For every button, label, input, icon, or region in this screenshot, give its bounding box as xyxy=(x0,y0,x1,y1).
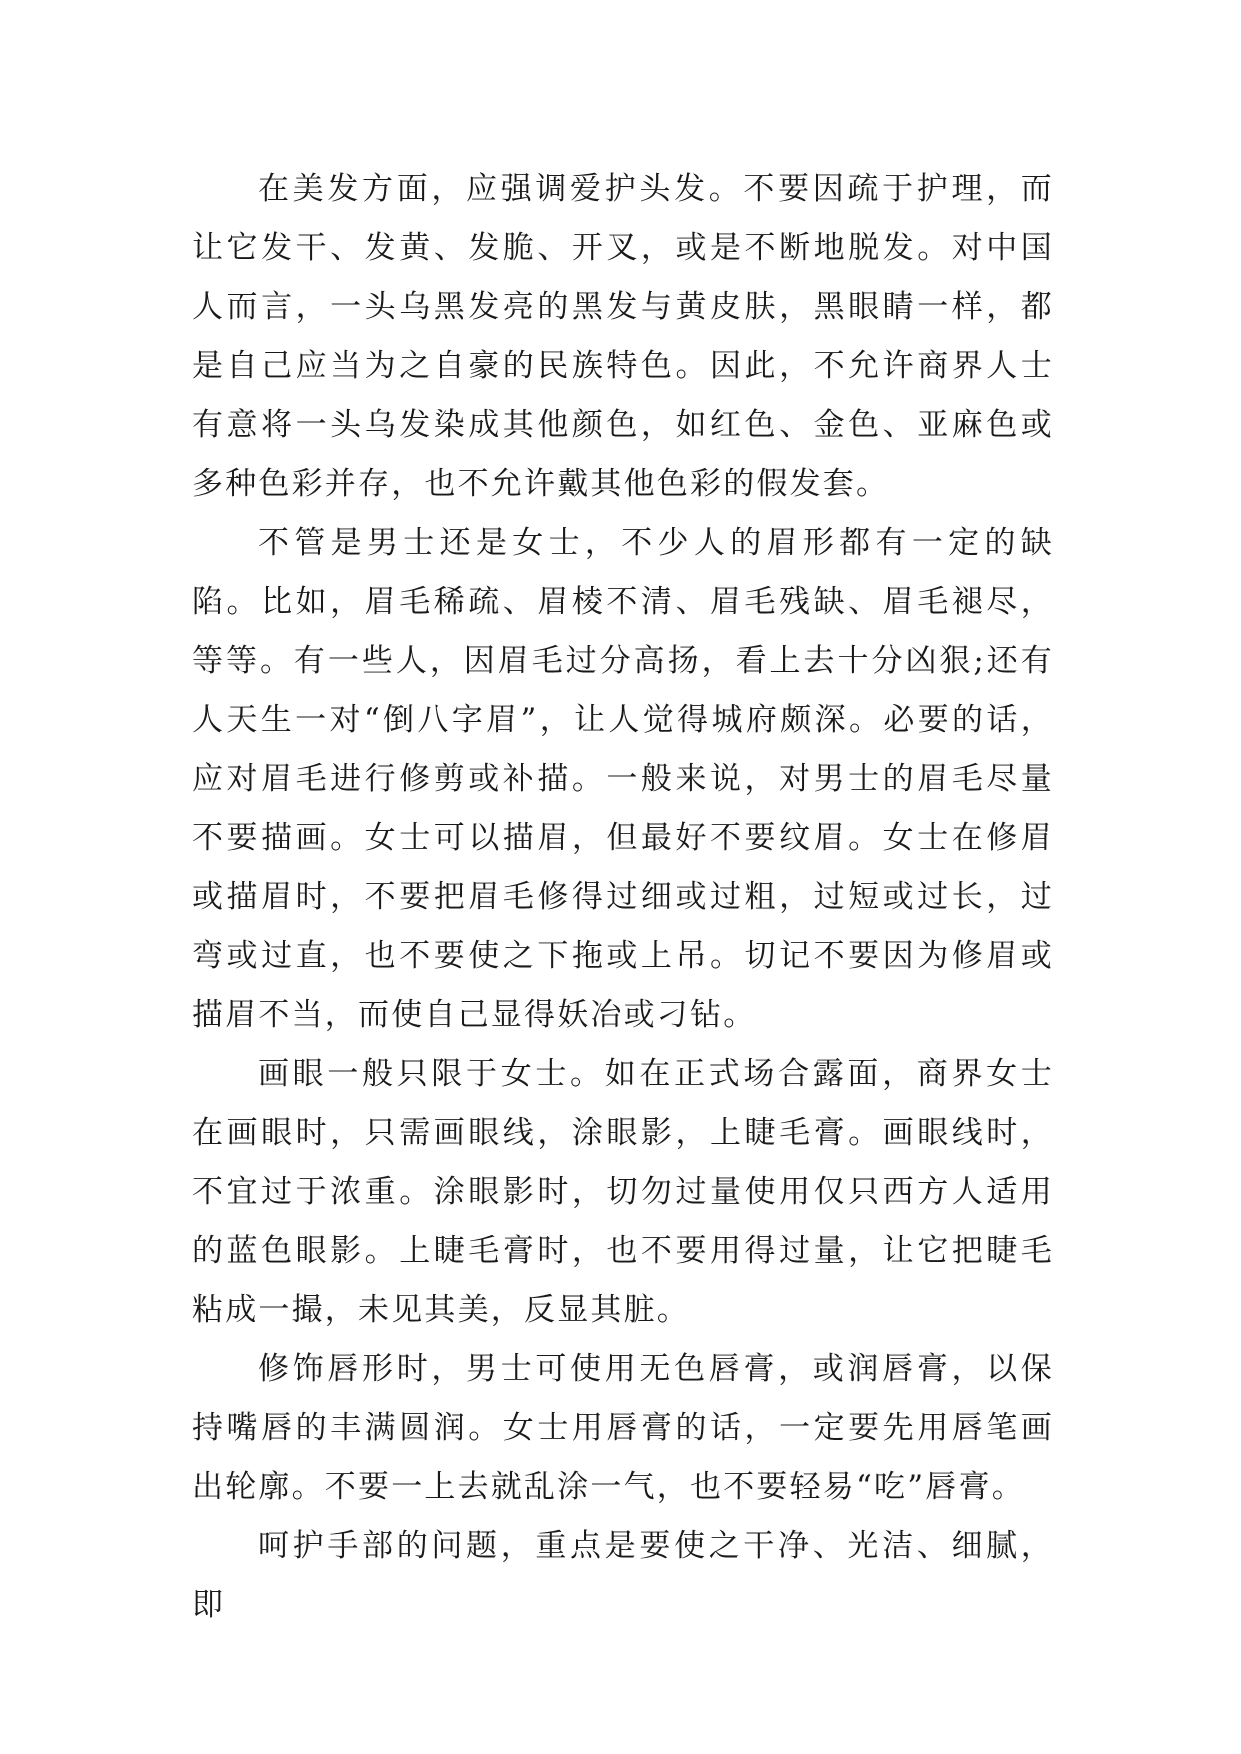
body-text xyxy=(192,160,1054,1635)
paragraph-hand-care: 呵护手部的问题，重点是要使之干净、光洁、细腻，即 xyxy=(192,1528,1054,1623)
paragraph-eye-makeup: 画眼一般只限于女士。如在正式场合露面，商界女士在画眼时，只需画眼线，涂眼影，上睫毛膏。画眼线时，不宜过于浓重。涂眼影时，切勿过量使用仅只西方人适用的蓝色眼影。上睫毛膏时，也不要用得过量，让它把睫毛粘成一撮，未见其美，反显其脏。 xyxy=(192,1056,1054,1328)
paragraph-hair-care: 在美发方面，应强调爱护头发。不要因疏于护理，而让它发干、发黄、发脆、开叉，或是不断地脱发。对中国人而言，一头乌黑发亮的黑发与黄皮肤，黑眼睛一样，都是自己应当为之自豪的民族特色。因此，不允许商界人士有意将一头乌发染成其他颜色，如红色、金色、亚麻色或多种色彩并存，也不允许戴其他色彩的假发套。 xyxy=(192,171,1054,502)
paragraph-eyebrows: 不管是男士还是女士，不少人的眉形都有一定的缺陷。比如，眉毛稀疏、眉棱不清、眉毛残缺、眉毛褪尽，等等。有一些人，因眉毛过分高扬，看上去十分凶狠;还有人天生一对“倒八字眉”，让人觉得城府颇深。必要的话，应对眉毛进行修剪或补描。一般来说，对男士的眉毛尽量不要描画。女士可以描眉，但最好不要纹眉。女士在修眉或描眉时，不要把眉毛修得过细或过粗，过短或过长，过弯或过直，也不要使之下拖或上吊。切记不要因为修眉或描眉不当，而使自己显得妖冶或刁钻。 xyxy=(192,525,1054,1033)
paragraph-lips: 修饰唇形时，男士可使用无色唇膏，或润唇膏，以保持嘴唇的丰满圆润。女士用唇膏的话，一定要先用唇笔画出轮廓。不要一上去就乱涂一气，也不要轻易“吃”唇膏。 xyxy=(192,1351,1054,1505)
